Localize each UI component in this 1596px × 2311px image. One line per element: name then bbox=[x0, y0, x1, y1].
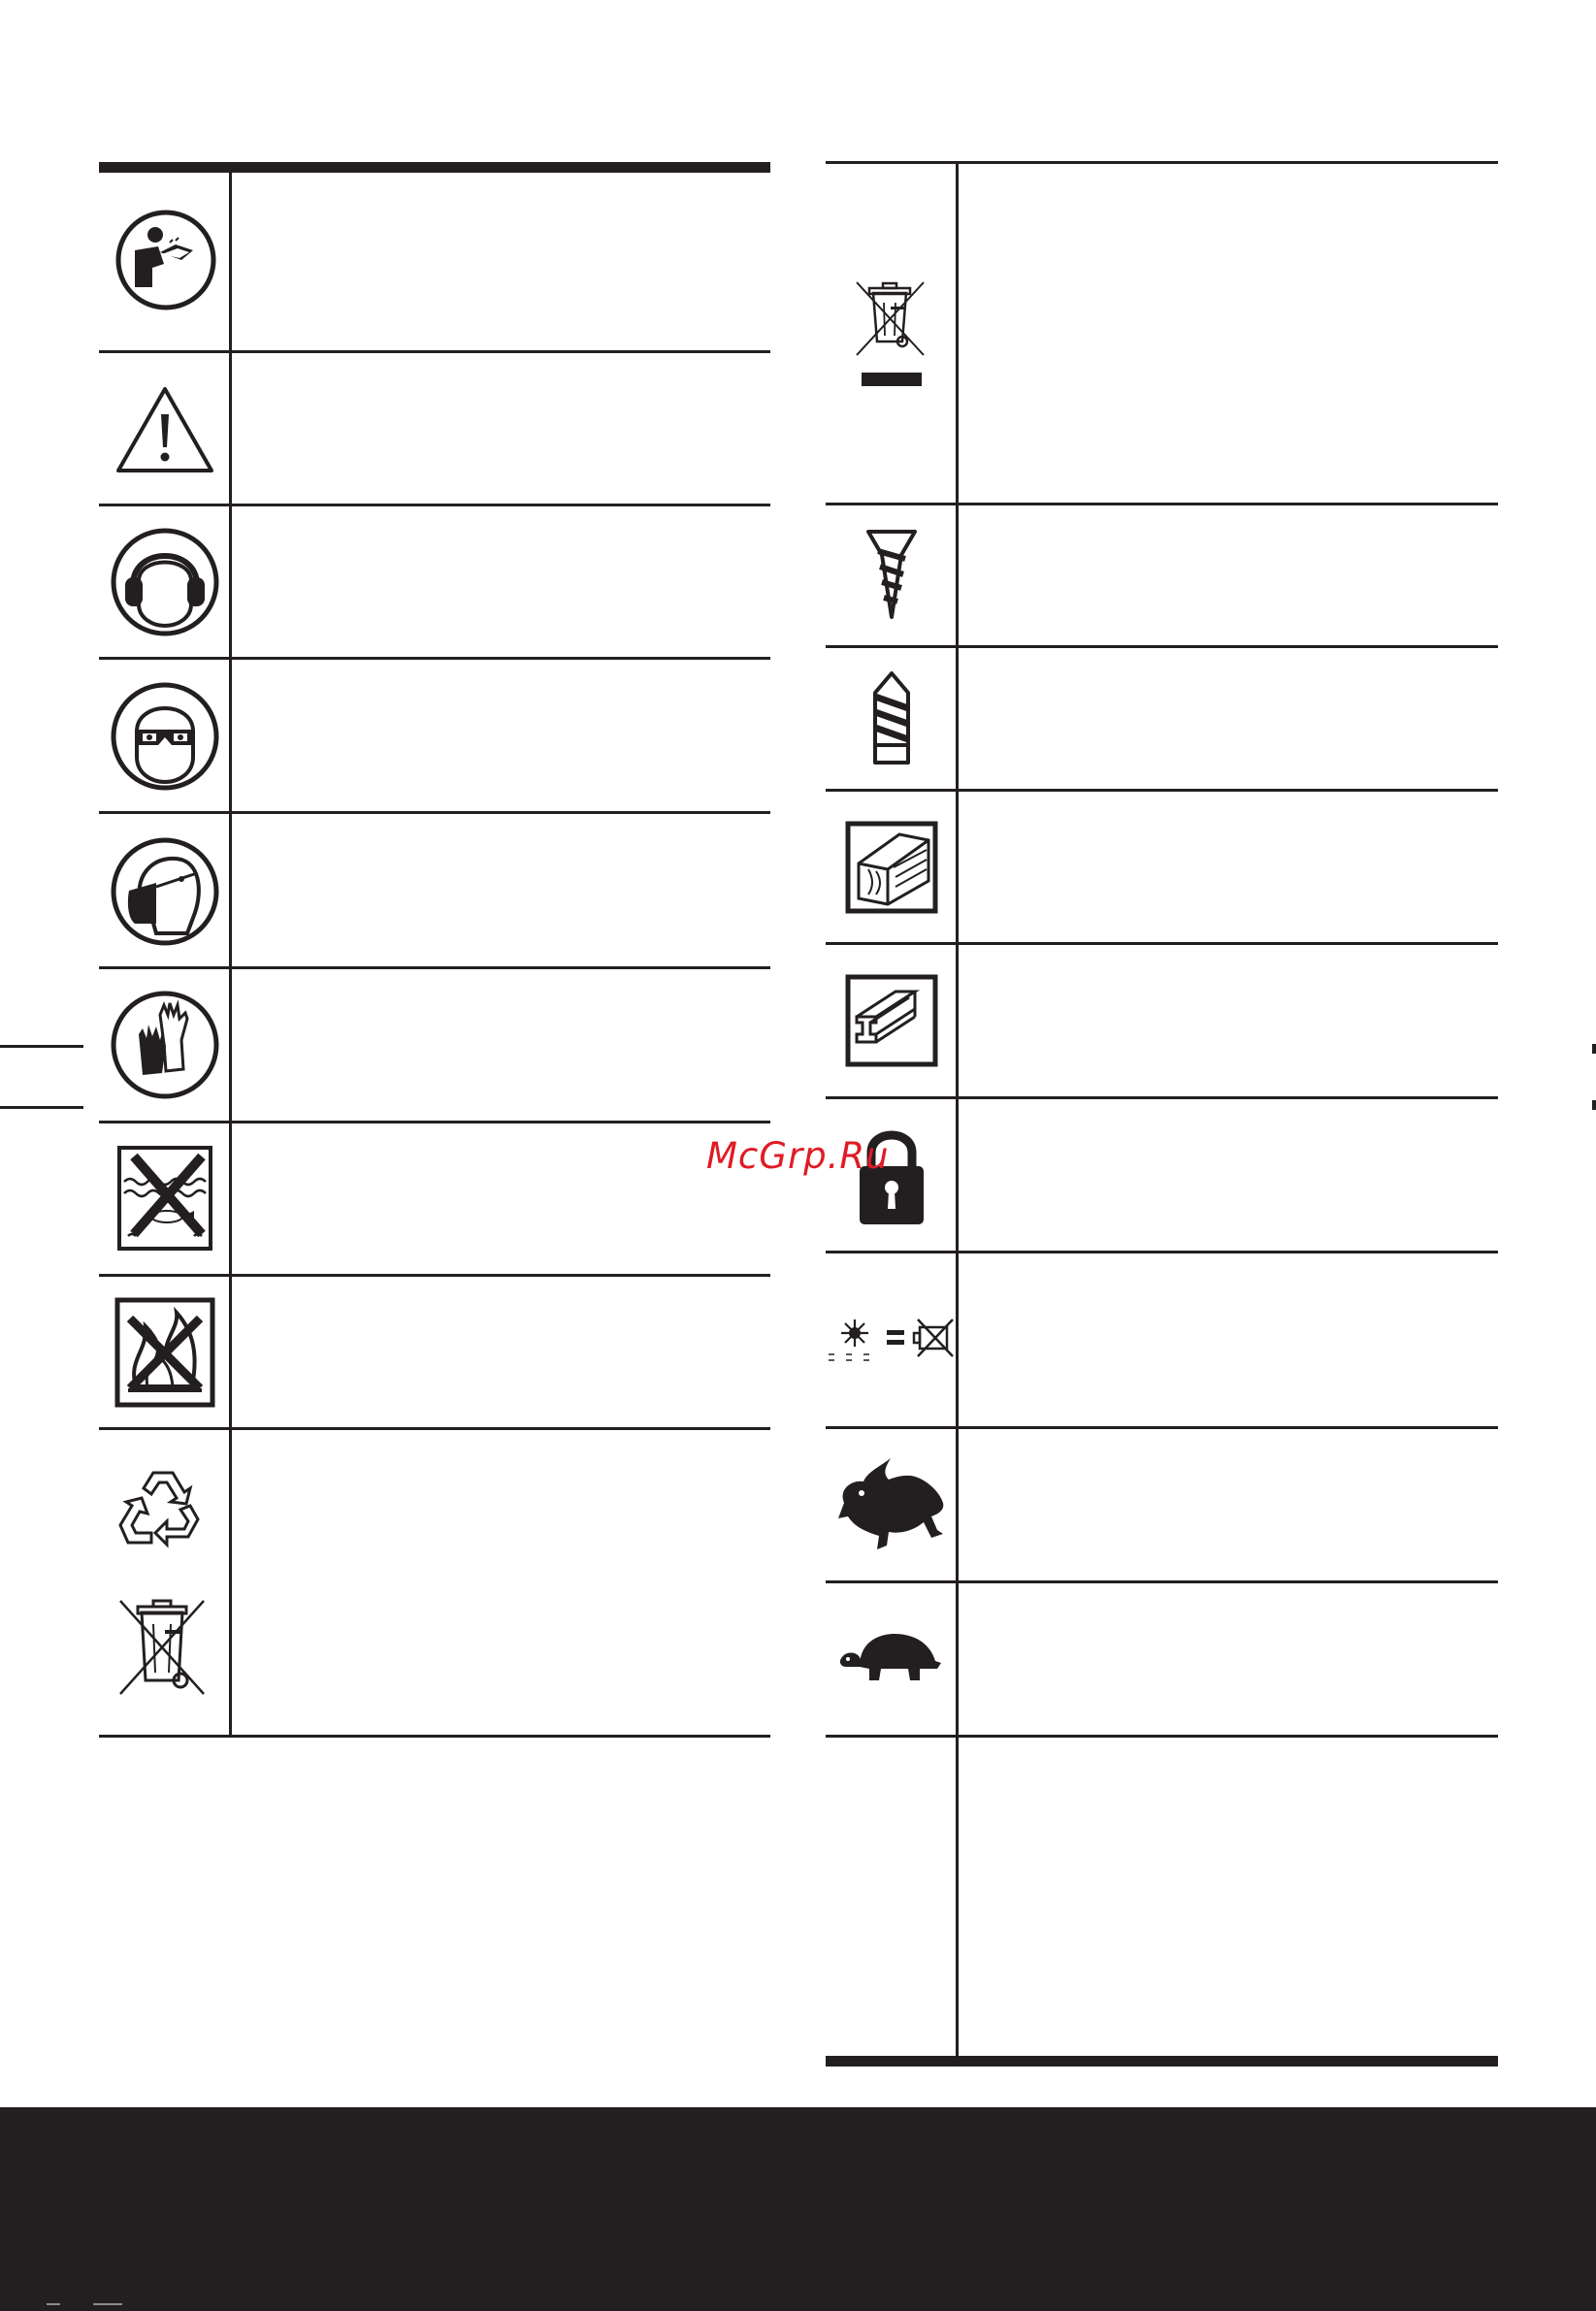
row-divider bbox=[99, 657, 770, 660]
warning-triangle-icon bbox=[114, 385, 215, 474]
left-table-column-divider bbox=[229, 170, 232, 1738]
left-table-bottom-rule bbox=[99, 1735, 770, 1738]
eye-protection-icon bbox=[110, 681, 220, 792]
watermark-text: McGrp.Ru bbox=[706, 1135, 890, 1177]
left-table-top-rule bbox=[99, 162, 770, 173]
tortoise-slow-speed-icon bbox=[834, 1630, 949, 1686]
row-divider bbox=[826, 1251, 1498, 1253]
row-divider bbox=[99, 966, 770, 969]
row-divider bbox=[826, 789, 1498, 792]
row-divider bbox=[826, 1426, 1498, 1429]
weee-bin-icon bbox=[854, 279, 928, 388]
row-divider bbox=[99, 1274, 770, 1277]
no-fire-icon bbox=[114, 1297, 215, 1408]
footer-band bbox=[0, 2107, 1596, 2311]
section-tab-bottom-line bbox=[0, 1106, 83, 1109]
row-divider bbox=[826, 1580, 1498, 1583]
row-divider bbox=[826, 1096, 1498, 1099]
dust-mask-icon bbox=[110, 836, 220, 947]
ear-protection-icon bbox=[110, 527, 220, 637]
row-divider bbox=[826, 503, 1498, 505]
row-divider bbox=[99, 811, 770, 814]
read-manual-icon bbox=[114, 208, 218, 312]
row-divider bbox=[99, 1427, 770, 1430]
footer-crop-mark bbox=[93, 2303, 122, 2305]
recycle-icon bbox=[116, 1465, 210, 1558]
section-tab-top-line bbox=[0, 1045, 83, 1048]
edge-tick bbox=[1592, 1044, 1596, 1054]
row-divider bbox=[826, 942, 1498, 945]
gloves-icon bbox=[110, 990, 220, 1100]
drill-bit-icon bbox=[869, 669, 914, 768]
row-divider bbox=[826, 1735, 1498, 1738]
row-divider bbox=[99, 1121, 770, 1123]
screw-icon bbox=[864, 528, 919, 621]
right-table-top-rule bbox=[826, 161, 1498, 164]
row-divider bbox=[99, 350, 770, 353]
footer-crop-mark bbox=[47, 2303, 60, 2305]
weee-crossed-bin-icon bbox=[116, 1597, 208, 1698]
edge-tick bbox=[1592, 1100, 1596, 1110]
right-table-bottom-rule bbox=[826, 2056, 1498, 2067]
row-divider bbox=[826, 645, 1498, 648]
row-divider bbox=[99, 504, 770, 506]
rabbit-fast-speed-icon bbox=[834, 1452, 949, 1559]
light-equals-off-icon bbox=[825, 1316, 957, 1364]
metal-profile-icon bbox=[845, 974, 938, 1067]
right-table-column-divider bbox=[956, 164, 959, 2056]
wood-material-icon bbox=[845, 821, 938, 914]
no-water-icon bbox=[116, 1145, 213, 1252]
